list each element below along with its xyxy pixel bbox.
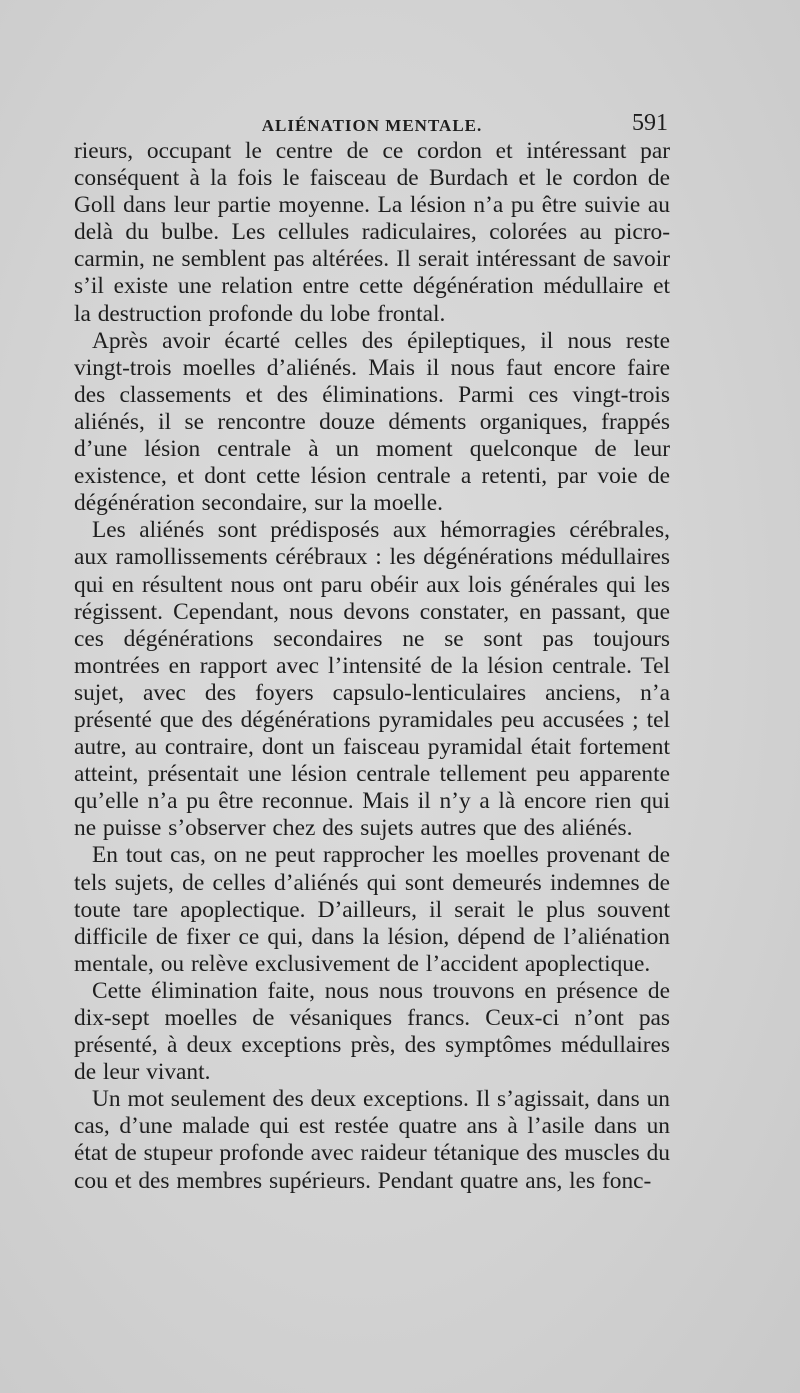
paragraph-5: Cette élimination faite, nous nous trouvons en présence de dix-sept moelles de vésaniques francs. Ceux-ci n’ont pas présenté, à deux exceptions près, des symptômes médullaires de leur vivant. [74, 977, 670, 1086]
paragraph-2: Après avoir écarté celles des épileptiques, il nous reste vingt-trois moelles d’aliénés. Mais il nous faut encore faire des classements et des éliminations. Parmi ces vingt-trois aliénés, il se rencontre douze déments organiques, frappés d’une lésion centrale à un moment quelconque de leur existence, et dont cette lésion centrale a retenti, par voie de dégénération secondaire, sur la moelle. [74, 327, 670, 517]
paragraph-1: rieurs, occupant le centre de ce cordon et intéressant par conséquent à la fois le faisceau de Burdach et le cordon de Goll dans leur partie moyenne. La lésion n’a pu être suivie au delà du bulbe. Les cellules radiculaires, colorées au picro-carmin, ne semblent pas altérées. Il serait intéressant de savoir s’il existe une relation entre cette dégénération médullaire et la destruction profonde du lobe frontal. [74, 138, 670, 327]
page-number: 591 [632, 110, 668, 136]
body-text [74, 138, 670, 1195]
paragraph-4: En tout cas, on ne peut rapprocher les moelles provenant de tels sujets, de celles d’aliénés qui sont demeurés indemnes de toute tare apoplectique. D’ailleurs, il serait le plus souvent difficile de fixer ce qui, dans la lésion, dépend de l’aliénation mentale, ou relève exclusivement de l’accident apoplectique. [74, 842, 670, 977]
book-page [74, 108, 670, 1195]
running-head [74, 108, 670, 138]
paragraph-6: Un mot seulement des deux exceptions. Il s’agissait, dans un cas, d’une malade qui est restée quatre ans à l’asile dans un état de stupeur profonde avec raideur tétanique des muscles du cou et des membres supérieurs. Pendant quatre ans, les fonc- [74, 1086, 670, 1194]
running-title: ALIÉNATION MENTALE. [261, 116, 483, 135]
paragraph-3: Les aliénés sont prédisposés aux hémorragies cérébrales, aux ramollissements cérébraux : les dégénérations médullaires qui en résultent nous ont paru obéir aux lois générales qui les régissent. Cependant, nous devons constater, en passant, que ces dégénérations secondaires ne se sont pas toujours montrées en rapport avec l’intensité de la lésion centrale. Tel sujet, avec des foyers capsulo-lenticulaires anciens, n’a présenté que des dégénérations pyramidales peu accusées ; tel autre, au contraire, dont un faisceau pyramidal était fortement atteint, présentait une lésion centrale tellement peu apparente qu’elle n’a pu être reconnue. Mais il n’y a là encore rien qui ne puisse s’observer chez des sujets autres que des aliénés. [74, 517, 670, 842]
